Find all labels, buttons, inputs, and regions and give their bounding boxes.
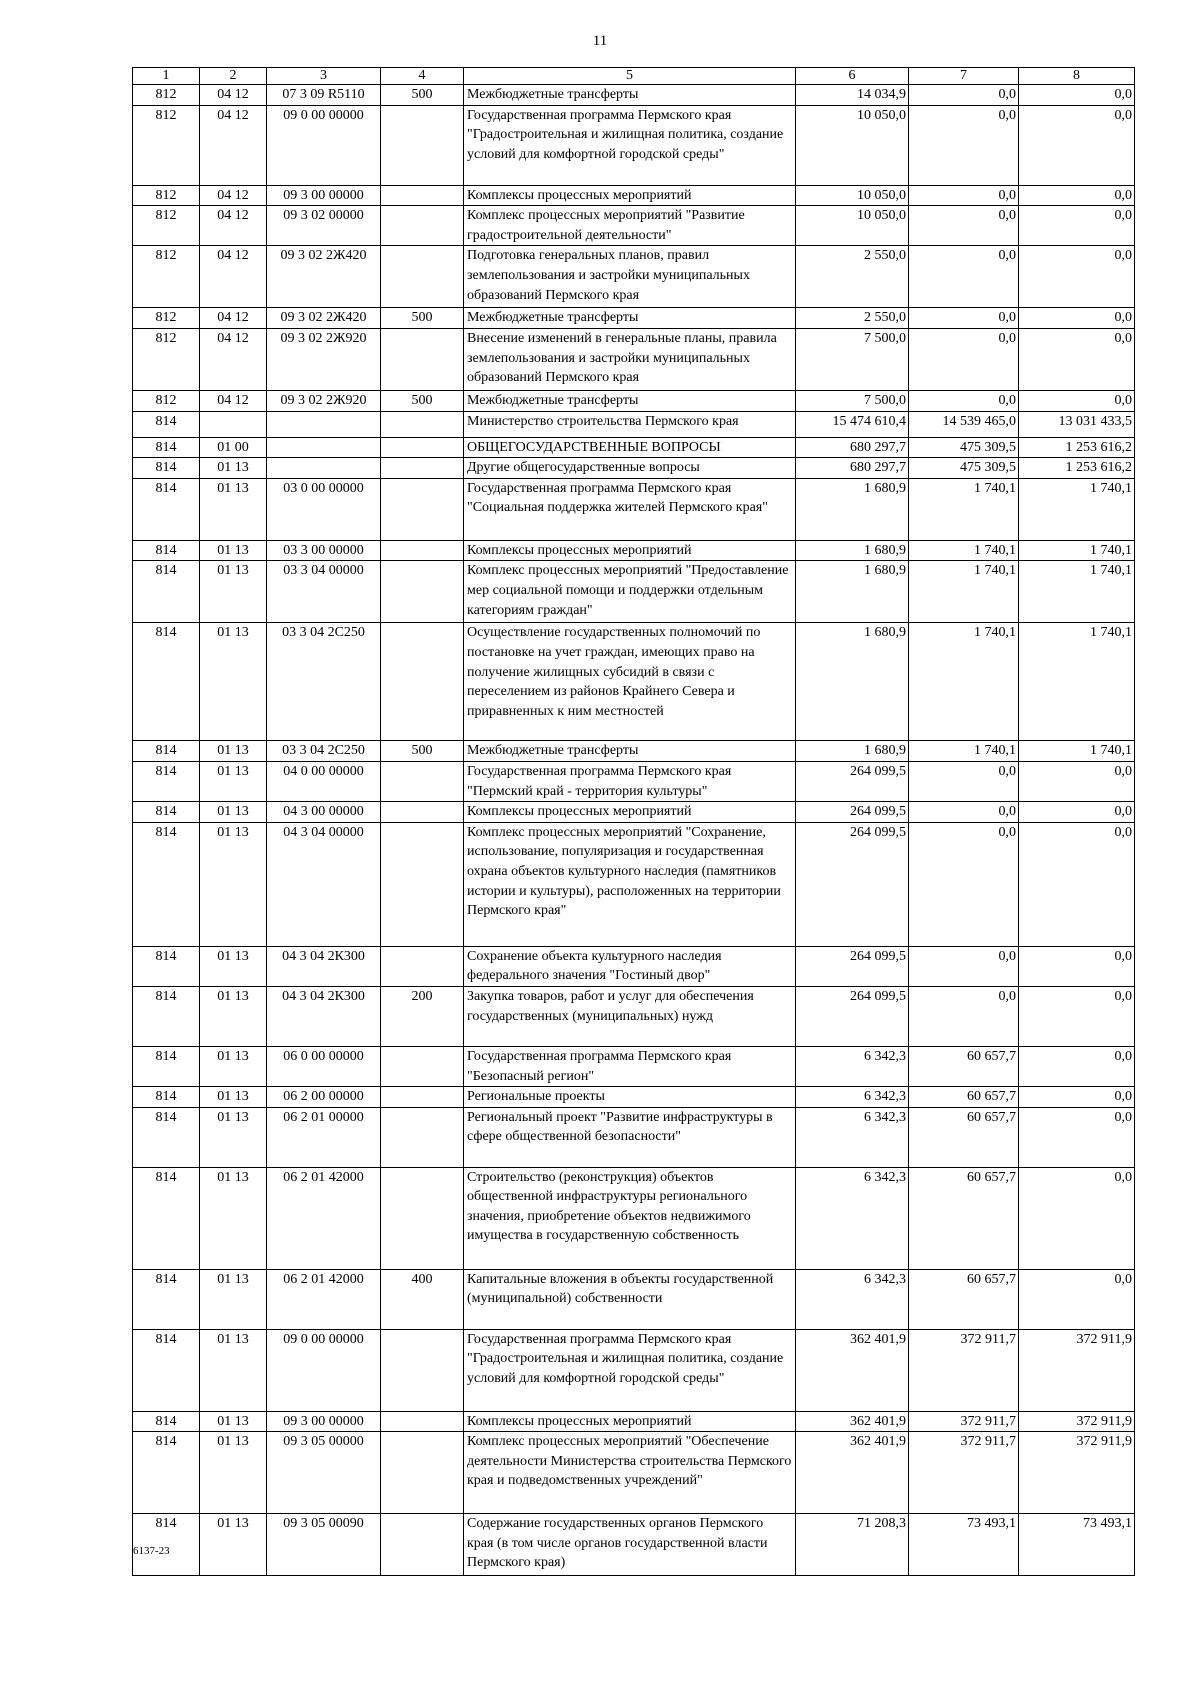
column-header: 2 <box>200 68 267 85</box>
item-name-cell: Комплексы процессных мероприятий <box>464 802 796 823</box>
amount-year-1-cell: 14 034,9 <box>796 85 909 106</box>
table-row <box>133 308 1135 329</box>
amount-year-3-cell: 13 031 433,5 <box>1019 411 1135 437</box>
table-row <box>133 458 1135 479</box>
grbs-code-cell: 814 <box>133 478 200 540</box>
amount-year-1-cell: 6 342,3 <box>796 1107 909 1167</box>
grbs-code-cell: 812 <box>133 105 200 185</box>
item-name-cell: Межбюджетные трансферты <box>464 85 796 106</box>
amount-year-1-cell: 6 342,3 <box>796 1269 909 1329</box>
amount-year-2-cell: 0,0 <box>909 308 1019 329</box>
item-name-cell: Внесение изменений в генеральные планы, правила землепользования и застройки муниципальных образований Пермского края <box>464 328 796 390</box>
amount-year-2-cell: 0,0 <box>909 986 1019 1046</box>
amount-year-1-cell: 71 208,3 <box>796 1514 909 1576</box>
table-row <box>133 1269 1135 1329</box>
target-article-code-cell: 09 3 00 00000 <box>267 185 381 206</box>
target-article-code-cell: 09 0 00 00000 <box>267 1329 381 1411</box>
expense-type-code-cell: 500 <box>381 390 464 411</box>
amount-year-1-cell: 2 550,0 <box>796 308 909 329</box>
section-code-cell: 01 13 <box>200 1432 267 1514</box>
amount-year-1-cell: 680 297,7 <box>796 458 909 479</box>
grbs-code-cell: 812 <box>133 390 200 411</box>
target-article-code-cell: 09 3 00 00000 <box>267 1411 381 1432</box>
expense-type-code-cell <box>381 437 464 458</box>
table-row <box>133 390 1135 411</box>
expense-type-code-cell <box>381 1411 464 1432</box>
expense-type-code-cell <box>381 1514 464 1576</box>
amount-year-3-cell: 0,0 <box>1019 308 1135 329</box>
item-name-cell: Государственная программа Пермского края "Пермский край - территория культуры" <box>464 761 796 801</box>
section-code-cell: 01 13 <box>200 1329 267 1411</box>
expense-type-code-cell <box>381 105 464 185</box>
amount-year-3-cell: 0,0 <box>1019 328 1135 390</box>
item-name-cell: Комплексы процессных мероприятий <box>464 540 796 561</box>
expense-type-code-cell <box>381 946 464 986</box>
expense-type-code-cell <box>381 1432 464 1514</box>
table-row <box>133 561 1135 623</box>
amount-year-3-cell: 1 740,1 <box>1019 561 1135 623</box>
expense-type-code-cell <box>381 822 464 946</box>
amount-year-1-cell: 264 099,5 <box>796 986 909 1046</box>
item-name-cell: Государственная программа Пермского края "Градостроительная и жилищная политика, создание условий для комфортной городской среды" <box>464 105 796 185</box>
amount-year-2-cell: 475 309,5 <box>909 437 1019 458</box>
expense-type-code-cell <box>381 1329 464 1411</box>
amount-year-1-cell: 10 050,0 <box>796 185 909 206</box>
table-row <box>133 328 1135 390</box>
grbs-code-cell: 814 <box>133 1329 200 1411</box>
amount-year-3-cell: 1 740,1 <box>1019 540 1135 561</box>
amount-year-3-cell: 0,0 <box>1019 85 1135 106</box>
section-code-cell: 04 12 <box>200 328 267 390</box>
budget-table <box>132 67 1135 1576</box>
grbs-code-cell: 814 <box>133 1107 200 1167</box>
section-code-cell: 04 12 <box>200 105 267 185</box>
amount-year-3-cell: 372 911,9 <box>1019 1329 1135 1411</box>
item-name-cell: Строительство (реконструкция) объектов общественной инфраструктуры регионального значения, приобретение объектов недвижимого имущества в государственную собственность <box>464 1167 796 1269</box>
amount-year-2-cell: 60 657,7 <box>909 1046 1019 1086</box>
target-article-code-cell: 04 0 00 00000 <box>267 761 381 801</box>
table-row <box>133 1046 1135 1086</box>
grbs-code-cell: 814 <box>133 411 200 437</box>
grbs-code-cell: 814 <box>133 802 200 823</box>
item-name-cell: Комплекс процессных мероприятий "Сохранение, использование, популяризация и государственная охрана объектов культурного наследия (памятников истории и культуры), расположенных на территории Пермского края" <box>464 822 796 946</box>
item-name-cell: Межбюджетные трансферты <box>464 308 796 329</box>
expense-type-code-cell <box>381 458 464 479</box>
target-article-code-cell: 06 0 00 00000 <box>267 1046 381 1086</box>
amount-year-3-cell: 1 740,1 <box>1019 741 1135 762</box>
amount-year-2-cell: 0,0 <box>909 822 1019 946</box>
grbs-code-cell: 814 <box>133 822 200 946</box>
amount-year-2-cell: 60 657,7 <box>909 1269 1019 1329</box>
table-row <box>133 1087 1135 1108</box>
amount-year-3-cell: 0,0 <box>1019 206 1135 246</box>
amount-year-2-cell: 0,0 <box>909 85 1019 106</box>
amount-year-3-cell: 0,0 <box>1019 1087 1135 1108</box>
grbs-code-cell: 814 <box>133 1432 200 1514</box>
table-row <box>133 1514 1135 1576</box>
expense-type-code-cell <box>381 478 464 540</box>
target-article-code-cell: 09 3 05 00000 <box>267 1432 381 1514</box>
table-row <box>133 185 1135 206</box>
amount-year-3-cell: 0,0 <box>1019 390 1135 411</box>
table-row <box>133 1329 1135 1411</box>
amount-year-3-cell: 1 740,1 <box>1019 478 1135 540</box>
table-row <box>133 246 1135 308</box>
item-name-cell: Региональный проект "Развитие инфраструктуры в сфере общественной безопасности" <box>464 1107 796 1167</box>
amount-year-2-cell: 0,0 <box>909 946 1019 986</box>
document-code: 6137-23 <box>133 1545 170 1557</box>
amount-year-2-cell: 1 740,1 <box>909 478 1019 540</box>
item-name-cell: ОБЩЕГОСУДАРСТВЕННЫЕ ВОПРОСЫ <box>464 437 796 458</box>
section-code-cell: 01 00 <box>200 437 267 458</box>
expense-type-code-cell <box>381 802 464 823</box>
amount-year-2-cell: 0,0 <box>909 185 1019 206</box>
target-article-code-cell: 09 3 02 2Ж920 <box>267 328 381 390</box>
amount-year-3-cell: 0,0 <box>1019 1167 1135 1269</box>
amount-year-1-cell: 362 401,9 <box>796 1329 909 1411</box>
header-row <box>133 68 1135 85</box>
amount-year-1-cell: 1 680,9 <box>796 623 909 741</box>
grbs-code-cell: 814 <box>133 458 200 479</box>
section-code-cell: 01 13 <box>200 1167 267 1269</box>
item-name-cell: Другие общегосударственные вопросы <box>464 458 796 479</box>
target-article-code-cell: 09 3 05 00090 <box>267 1514 381 1576</box>
target-article-code-cell: 09 3 02 2Ж420 <box>267 308 381 329</box>
target-article-code-cell <box>267 458 381 479</box>
item-name-cell: Комплекс процессных мероприятий "Предоставление мер социальной помощи и поддержки отдельным категориям граждан" <box>464 561 796 623</box>
target-article-code-cell <box>267 411 381 437</box>
column-header: 5 <box>464 68 796 85</box>
section-code-cell: 01 13 <box>200 540 267 561</box>
table-row <box>133 822 1135 946</box>
expense-type-code-cell <box>381 623 464 741</box>
item-name-cell: Государственная программа Пермского края "Социальная поддержка жителей Пермского края" <box>464 478 796 540</box>
item-name-cell: Осуществление государственных полномочий по постановке на учет граждан, имеющих право на получение жилищных субсидий в связи с переселением из районов Крайнего Севера и приравненных к ним местностей <box>464 623 796 741</box>
table-row <box>133 986 1135 1046</box>
grbs-code-cell: 814 <box>133 1269 200 1329</box>
expense-type-code-cell <box>381 1107 464 1167</box>
expense-type-code-cell <box>381 761 464 801</box>
expense-type-code-cell <box>381 185 464 206</box>
table-row <box>133 761 1135 801</box>
amount-year-3-cell: 0,0 <box>1019 761 1135 801</box>
amount-year-2-cell: 0,0 <box>909 761 1019 801</box>
column-header: 3 <box>267 68 381 85</box>
amount-year-3-cell: 1 740,1 <box>1019 623 1135 741</box>
amount-year-2-cell: 14 539 465,0 <box>909 411 1019 437</box>
amount-year-2-cell: 1 740,1 <box>909 741 1019 762</box>
expense-type-code-cell <box>381 411 464 437</box>
expense-type-code-cell <box>381 1167 464 1269</box>
amount-year-3-cell: 0,0 <box>1019 1107 1135 1167</box>
expense-type-code-cell: 400 <box>381 1269 464 1329</box>
column-header: 1 <box>133 68 200 85</box>
amount-year-3-cell: 1 253 616,2 <box>1019 437 1135 458</box>
expense-type-code-cell: 500 <box>381 85 464 106</box>
expense-type-code-cell <box>381 328 464 390</box>
grbs-code-cell: 814 <box>133 986 200 1046</box>
table-row <box>133 802 1135 823</box>
grbs-code-cell: 812 <box>133 246 200 308</box>
target-article-code-cell: 07 3 09 R5110 <box>267 85 381 106</box>
section-code-cell: 01 13 <box>200 802 267 823</box>
section-code-cell: 04 12 <box>200 206 267 246</box>
expense-type-code-cell: 200 <box>381 986 464 1046</box>
amount-year-2-cell: 475 309,5 <box>909 458 1019 479</box>
amount-year-3-cell: 0,0 <box>1019 105 1135 185</box>
amount-year-1-cell: 7 500,0 <box>796 390 909 411</box>
expense-type-code-cell: 500 <box>381 308 464 329</box>
item-name-cell: Комплексы процессных мероприятий <box>464 1411 796 1432</box>
column-header: 7 <box>909 68 1019 85</box>
target-article-code-cell: 03 0 00 00000 <box>267 478 381 540</box>
table-row <box>133 1167 1135 1269</box>
amount-year-2-cell: 0,0 <box>909 390 1019 411</box>
table-row <box>133 478 1135 540</box>
expense-type-code-cell <box>381 561 464 623</box>
target-article-code-cell: 04 3 04 2К300 <box>267 986 381 1046</box>
target-article-code-cell: 04 3 04 2К300 <box>267 946 381 986</box>
grbs-code-cell: 814 <box>133 540 200 561</box>
amount-year-3-cell: 0,0 <box>1019 822 1135 946</box>
amount-year-1-cell: 264 099,5 <box>796 802 909 823</box>
page-number: 11 <box>592 33 608 49</box>
table-row <box>133 1411 1135 1432</box>
expense-type-code-cell <box>381 246 464 308</box>
item-name-cell: Государственная программа Пермского края "Безопасный регион" <box>464 1046 796 1086</box>
grbs-code-cell: 812 <box>133 328 200 390</box>
target-article-code-cell: 06 2 01 42000 <box>267 1269 381 1329</box>
amount-year-1-cell: 1 680,9 <box>796 540 909 561</box>
expense-type-code-cell: 500 <box>381 741 464 762</box>
grbs-code-cell: 814 <box>133 561 200 623</box>
amount-year-3-cell: 73 493,1 <box>1019 1514 1135 1576</box>
amount-year-3-cell: 0,0 <box>1019 946 1135 986</box>
amount-year-1-cell: 6 342,3 <box>796 1046 909 1086</box>
section-code-cell: 01 13 <box>200 1411 267 1432</box>
column-header: 6 <box>796 68 909 85</box>
target-article-code-cell: 09 0 00 00000 <box>267 105 381 185</box>
table-row <box>133 1432 1135 1514</box>
item-name-cell: Межбюджетные трансферты <box>464 741 796 762</box>
table-row <box>133 741 1135 762</box>
section-code-cell: 01 13 <box>200 1046 267 1086</box>
grbs-code-cell: 814 <box>133 946 200 986</box>
amount-year-2-cell: 0,0 <box>909 328 1019 390</box>
target-article-code-cell: 06 2 00 00000 <box>267 1087 381 1108</box>
amount-year-2-cell: 0,0 <box>909 105 1019 185</box>
grbs-code-cell: 814 <box>133 1046 200 1086</box>
target-article-code-cell: 06 2 01 00000 <box>267 1107 381 1167</box>
target-article-code-cell: 03 3 04 2С250 <box>267 623 381 741</box>
section-code-cell: 01 13 <box>200 1269 267 1329</box>
section-code-cell: 04 12 <box>200 85 267 106</box>
amount-year-2-cell: 1 740,1 <box>909 623 1019 741</box>
target-article-code-cell: 03 3 00 00000 <box>267 540 381 561</box>
grbs-code-cell: 814 <box>133 1167 200 1269</box>
grbs-code-cell: 812 <box>133 85 200 106</box>
amount-year-1-cell: 680 297,7 <box>796 437 909 458</box>
item-name-cell: Комплекс процессных мероприятий "Развитие градостроительной деятельности" <box>464 206 796 246</box>
amount-year-3-cell: 372 911,9 <box>1019 1432 1135 1514</box>
amount-year-2-cell: 73 493,1 <box>909 1514 1019 1576</box>
column-header: 8 <box>1019 68 1135 85</box>
target-article-code-cell <box>267 437 381 458</box>
amount-year-1-cell: 362 401,9 <box>796 1432 909 1514</box>
target-article-code-cell: 09 3 02 2Ж420 <box>267 246 381 308</box>
amount-year-1-cell: 10 050,0 <box>796 206 909 246</box>
amount-year-2-cell: 372 911,7 <box>909 1329 1019 1411</box>
table-row <box>133 437 1135 458</box>
item-name-cell: Комплексы процессных мероприятий <box>464 185 796 206</box>
item-name-cell: Региональные проекты <box>464 1087 796 1108</box>
amount-year-2-cell: 60 657,7 <box>909 1167 1019 1269</box>
expense-type-code-cell <box>381 1087 464 1108</box>
table-row <box>133 206 1135 246</box>
amount-year-1-cell: 264 099,5 <box>796 946 909 986</box>
amount-year-2-cell: 1 740,1 <box>909 561 1019 623</box>
item-name-cell: Межбюджетные трансферты <box>464 390 796 411</box>
amount-year-2-cell: 372 911,7 <box>909 1411 1019 1432</box>
section-code-cell: 01 13 <box>200 986 267 1046</box>
amount-year-2-cell: 60 657,7 <box>909 1107 1019 1167</box>
section-code-cell: 01 13 <box>200 623 267 741</box>
amount-year-1-cell: 7 500,0 <box>796 328 909 390</box>
target-article-code-cell: 03 3 04 00000 <box>267 561 381 623</box>
section-code-cell: 01 13 <box>200 1107 267 1167</box>
amount-year-3-cell: 1 253 616,2 <box>1019 458 1135 479</box>
amount-year-3-cell: 0,0 <box>1019 1046 1135 1086</box>
amount-year-1-cell: 264 099,5 <box>796 761 909 801</box>
amount-year-3-cell: 0,0 <box>1019 246 1135 308</box>
amount-year-1-cell: 6 342,3 <box>796 1167 909 1269</box>
section-code-cell: 01 13 <box>200 1087 267 1108</box>
expense-type-code-cell <box>381 540 464 561</box>
target-article-code-cell: 04 3 04 00000 <box>267 822 381 946</box>
target-article-code-cell: 09 3 02 00000 <box>267 206 381 246</box>
amount-year-3-cell: 0,0 <box>1019 1269 1135 1329</box>
expense-type-code-cell <box>381 1046 464 1086</box>
section-code-cell: 01 13 <box>200 946 267 986</box>
table-row <box>133 540 1135 561</box>
amount-year-3-cell: 0,0 <box>1019 802 1135 823</box>
item-name-cell: Комплекс процессных мероприятий "Обеспечение деятельности Министерства строительства Пермского края и подведомственных учреждений" <box>464 1432 796 1514</box>
amount-year-1-cell: 362 401,9 <box>796 1411 909 1432</box>
grbs-code-cell: 814 <box>133 1514 200 1576</box>
section-code-cell: 01 13 <box>200 822 267 946</box>
grbs-code-cell: 814 <box>133 741 200 762</box>
grbs-code-cell: 812 <box>133 308 200 329</box>
item-name-cell: Сохранение объекта культурного наследия федерального значения "Гостиный двор" <box>464 946 796 986</box>
table-row <box>133 623 1135 741</box>
grbs-code-cell: 814 <box>133 437 200 458</box>
item-name-cell: Капитальные вложения в объекты государственной (муниципальной) собственности <box>464 1269 796 1329</box>
section-code-cell: 01 13 <box>200 478 267 540</box>
grbs-code-cell: 814 <box>133 623 200 741</box>
amount-year-1-cell: 1 680,9 <box>796 561 909 623</box>
section-code-cell: 04 12 <box>200 308 267 329</box>
amount-year-1-cell: 1 680,9 <box>796 478 909 540</box>
amount-year-1-cell: 15 474 610,4 <box>796 411 909 437</box>
amount-year-3-cell: 0,0 <box>1019 185 1135 206</box>
table-row <box>133 105 1135 185</box>
section-code-cell: 01 13 <box>200 561 267 623</box>
amount-year-1-cell: 1 680,9 <box>796 741 909 762</box>
expense-type-code-cell <box>381 206 464 246</box>
section-code-cell: 01 13 <box>200 458 267 479</box>
grbs-code-cell: 812 <box>133 206 200 246</box>
amount-year-3-cell: 372 911,9 <box>1019 1411 1135 1432</box>
amount-year-2-cell: 1 740,1 <box>909 540 1019 561</box>
table-row <box>133 946 1135 986</box>
item-name-cell: Закупка товаров, работ и услуг для обеспечения государственных (муниципальных) нужд <box>464 986 796 1046</box>
amount-year-1-cell: 264 099,5 <box>796 822 909 946</box>
amount-year-2-cell: 0,0 <box>909 802 1019 823</box>
target-article-code-cell: 04 3 00 00000 <box>267 802 381 823</box>
item-name-cell: Государственная программа Пермского края "Градостроительная и жилищная политика, создание условий для комфортной городской среды" <box>464 1329 796 1411</box>
grbs-code-cell: 812 <box>133 185 200 206</box>
amount-year-2-cell: 372 911,7 <box>909 1432 1019 1514</box>
item-name-cell: Подготовка генеральных планов, правил землепользования и застройки муниципальных образований Пермского края <box>464 246 796 308</box>
amount-year-1-cell: 6 342,3 <box>796 1087 909 1108</box>
table-row <box>133 1107 1135 1167</box>
section-code-cell: 04 12 <box>200 246 267 308</box>
target-article-code-cell: 03 3 04 2С250 <box>267 741 381 762</box>
amount-year-2-cell: 0,0 <box>909 206 1019 246</box>
section-code-cell: 01 13 <box>200 741 267 762</box>
grbs-code-cell: 814 <box>133 761 200 801</box>
table-row <box>133 411 1135 437</box>
grbs-code-cell: 814 <box>133 1087 200 1108</box>
amount-year-3-cell: 0,0 <box>1019 986 1135 1046</box>
column-header: 4 <box>381 68 464 85</box>
target-article-code-cell: 09 3 02 2Ж920 <box>267 390 381 411</box>
amount-year-2-cell: 60 657,7 <box>909 1087 1019 1108</box>
target-article-code-cell: 06 2 01 42000 <box>267 1167 381 1269</box>
amount-year-2-cell: 0,0 <box>909 246 1019 308</box>
section-code-cell: 01 13 <box>200 761 267 801</box>
item-name-cell: Содержание государственных органов Пермского края (в том числе органов государственной власти Пермского края) <box>464 1514 796 1576</box>
item-name-cell: Министерство строительства Пермского края <box>464 411 796 437</box>
amount-year-1-cell: 10 050,0 <box>796 105 909 185</box>
section-code-cell: 04 12 <box>200 185 267 206</box>
grbs-code-cell: 814 <box>133 1411 200 1432</box>
section-code-cell: 01 13 <box>200 1514 267 1576</box>
section-code-cell <box>200 411 267 437</box>
table-row <box>133 85 1135 106</box>
section-code-cell: 04 12 <box>200 390 267 411</box>
amount-year-1-cell: 2 550,0 <box>796 246 909 308</box>
